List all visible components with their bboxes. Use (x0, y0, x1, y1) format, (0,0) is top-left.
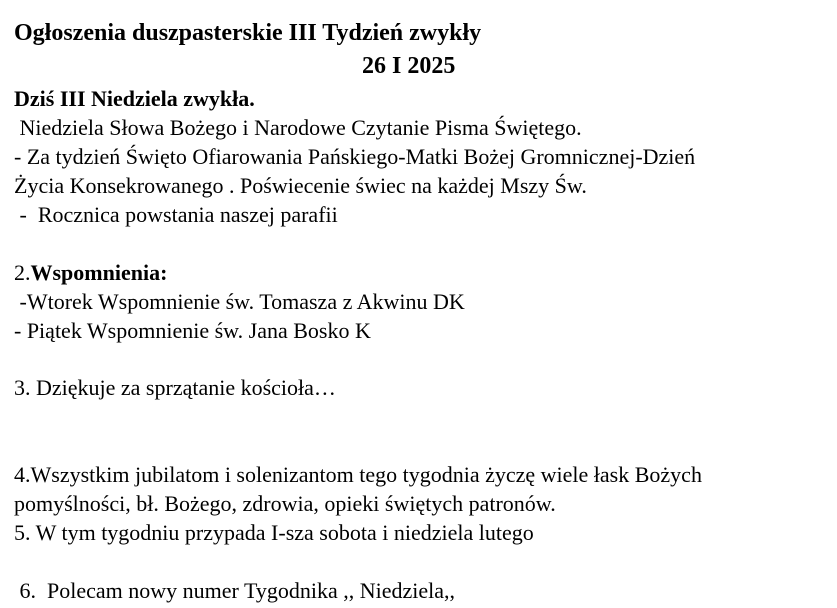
line-jubilee-wishes-cont: pomyślności, bł. Bożego, zdrowia, opieki świętych patronów. (14, 491, 556, 516)
line-word-of-god-sunday: Niedziela Słowa Bożego i Narodowe Czytanie Pisma Świętego. (14, 115, 582, 140)
line-memorials-heading (14, 258, 167, 287)
line-sunday-heading: Dziś III Niedziela zwykła. (14, 86, 255, 111)
memorials-number: 2. (14, 260, 31, 285)
line-consecrated-life: Życia Konsekrowanego . Poświecenie świec na każdej Mszy Św. (14, 173, 587, 198)
document-date: 26 I 2025 (362, 53, 456, 79)
line-thanks-cleaning: 3. Dziękuje za sprzątanie kościoła… (14, 375, 336, 400)
line-first-saturday: 5. W tym tygodniu przypada I-sza sobota i niedziela lutego (14, 520, 534, 545)
memorials-label: Wspomnienia: (30, 260, 168, 285)
document-title: Ogłoszenia duszpasterskie III Tydzień zwykły (14, 20, 482, 46)
line-jubilee-wishes: 4.Wszystkim jubilatom i solenizantom tego tygodnia życzę wiele łask Bożych (14, 462, 702, 487)
line-newspaper: 6. Polecam nowy numer Tygodnika ,, Niedziela,, (14, 578, 456, 603)
line-parish-anniversary: - Rocznica powstania naszej parafii (14, 202, 338, 227)
line-memorial-tuesday: -Wtorek Wspomnienie św. Tomasza z Akwinu DK (14, 289, 465, 314)
line-next-week-feast: - Za tydzień Święto Ofiarowania Pańskiego-Matki Bożej Gromnicznej-Dzień (14, 144, 696, 169)
line-memorial-friday: - Piątek Wspomnienie św. Jana Bosko K (14, 318, 371, 343)
